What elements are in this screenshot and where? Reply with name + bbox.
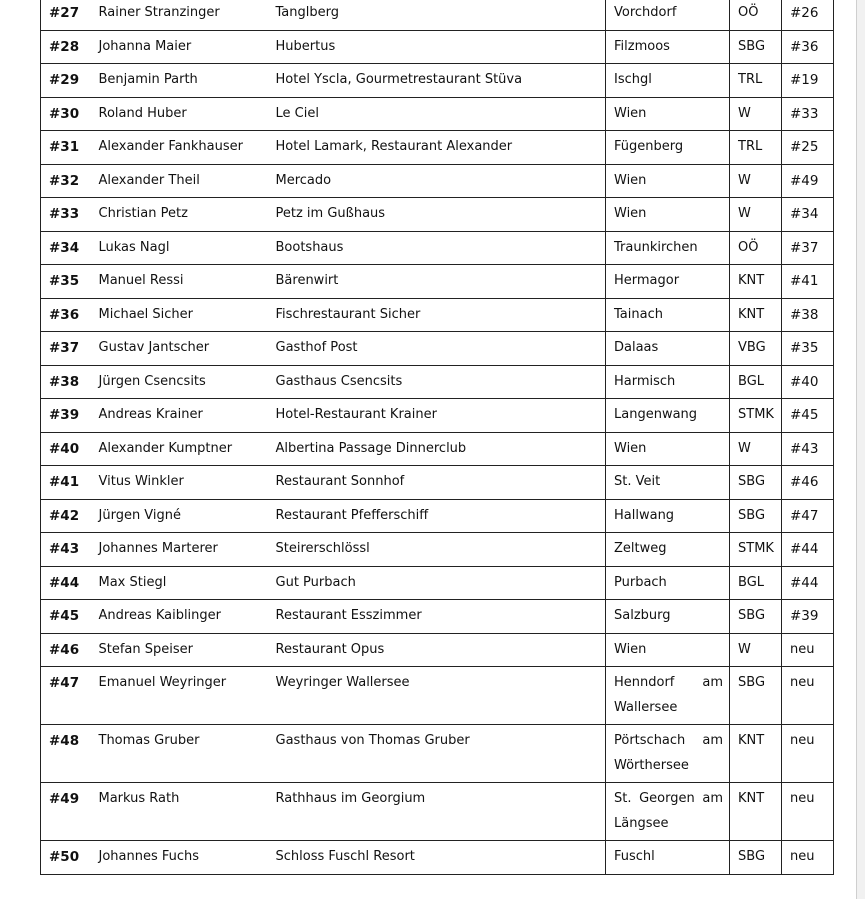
rank-cell: #47: [41, 667, 91, 725]
previous-rank-cell: #36: [782, 30, 834, 64]
previous-rank-cell: #47: [782, 499, 834, 533]
region-cell: VBG: [730, 332, 782, 366]
city-cell: Hermagor: [606, 265, 730, 299]
previous-rank-cell: #49: [782, 164, 834, 198]
city-cell: Wien: [606, 633, 730, 667]
previous-rank-cell: #41: [782, 265, 834, 299]
restaurant-cell: Petz im Gußhaus: [268, 198, 606, 232]
ranking-table: [40, 0, 834, 875]
restaurant-cell: Rathhaus im Georgium: [268, 783, 606, 841]
city-cell: Wien: [606, 164, 730, 198]
chef-cell: Lukas Nagl: [91, 231, 268, 265]
city-cell: Zeltweg: [606, 533, 730, 567]
rank-cell: #34: [41, 231, 91, 265]
region-cell: SBG: [730, 841, 782, 875]
previous-rank-cell: #44: [782, 533, 834, 567]
rank-cell: #32: [41, 164, 91, 198]
chef-cell: Andreas Krainer: [91, 399, 268, 433]
restaurant-cell: Hotel Yscla, Gourmetrestaurant Stüva: [268, 64, 606, 98]
rank-cell: #38: [41, 365, 91, 399]
chef-cell: Andreas Kaiblinger: [91, 600, 268, 634]
region-cell: KNT: [730, 725, 782, 783]
table-row: [41, 332, 834, 366]
rank-cell: #30: [41, 97, 91, 131]
city-cell: Harmisch: [606, 365, 730, 399]
previous-rank-cell: neu: [782, 841, 834, 875]
region-cell: BGL: [730, 566, 782, 600]
chef-cell: Manuel Ressi: [91, 265, 268, 299]
previous-rank-cell: #46: [782, 466, 834, 500]
chef-cell: Stefan Speiser: [91, 633, 268, 667]
region-cell: W: [730, 198, 782, 232]
previous-rank-cell: #40: [782, 365, 834, 399]
rank-cell: #50: [41, 841, 91, 875]
restaurant-cell: Hubertus: [268, 30, 606, 64]
restaurant-cell: Bärenwirt: [268, 265, 606, 299]
rank-cell: #33: [41, 198, 91, 232]
region-cell: SBG: [730, 600, 782, 634]
city-cell: Pörtschach am Wörthersee: [606, 725, 730, 783]
region-cell: OÖ: [730, 0, 782, 30]
rank-cell: #28: [41, 30, 91, 64]
table-row: [41, 783, 834, 841]
previous-rank-cell: #25: [782, 131, 834, 165]
previous-rank-cell: #19: [782, 64, 834, 98]
region-cell: KNT: [730, 783, 782, 841]
city-cell: Fuschl: [606, 841, 730, 875]
city-cell: St. Veit: [606, 466, 730, 500]
table-row: [41, 298, 834, 332]
previous-rank-cell: neu: [782, 633, 834, 667]
chef-cell: Markus Rath: [91, 783, 268, 841]
chef-cell: Johannes Marterer: [91, 533, 268, 567]
region-cell: KNT: [730, 298, 782, 332]
rank-cell: #41: [41, 466, 91, 500]
table-row: [41, 633, 834, 667]
rank-cell: #48: [41, 725, 91, 783]
rank-cell: #44: [41, 566, 91, 600]
table-row: [41, 566, 834, 600]
table-row: [41, 198, 834, 232]
restaurant-cell: Hotel Lamark, Restaurant Alexander: [268, 131, 606, 165]
previous-rank-cell: #45: [782, 399, 834, 433]
rank-cell: #42: [41, 499, 91, 533]
rank-cell: #46: [41, 633, 91, 667]
previous-rank-cell: #33: [782, 97, 834, 131]
city-cell: Wien: [606, 432, 730, 466]
city-cell: Dalaas: [606, 332, 730, 366]
table-row: [41, 667, 834, 725]
restaurant-cell: Restaurant Opus: [268, 633, 606, 667]
region-cell: TRL: [730, 64, 782, 98]
city-cell: Filzmoos: [606, 30, 730, 64]
city-cell: Ischgl: [606, 64, 730, 98]
rank-cell: #31: [41, 131, 91, 165]
restaurant-cell: Gasthof Post: [268, 332, 606, 366]
restaurant-cell: Restaurant Esszimmer: [268, 600, 606, 634]
city-cell: Langenwang: [606, 399, 730, 433]
chef-cell: Johanna Maier: [91, 30, 268, 64]
table-row: [41, 164, 834, 198]
chef-cell: Roland Huber: [91, 97, 268, 131]
table-row: [41, 499, 834, 533]
chef-cell: Gustav Jantscher: [91, 332, 268, 366]
rank-cell: #39: [41, 399, 91, 433]
chef-cell: Emanuel Weyringer: [91, 667, 268, 725]
restaurant-cell: Gasthaus von Thomas Gruber: [268, 725, 606, 783]
city-cell: Salzburg: [606, 600, 730, 634]
previous-rank-cell: #39: [782, 600, 834, 634]
previous-rank-cell: #35: [782, 332, 834, 366]
table-row: [41, 466, 834, 500]
table-row: [41, 399, 834, 433]
region-cell: OÖ: [730, 231, 782, 265]
city-cell: St. Georgen am Längsee: [606, 783, 730, 841]
table-row: [41, 365, 834, 399]
previous-rank-cell: #38: [782, 298, 834, 332]
region-cell: SBG: [730, 667, 782, 725]
city-cell: Fügenberg: [606, 131, 730, 165]
previous-rank-cell: #43: [782, 432, 834, 466]
chef-cell: Thomas Gruber: [91, 725, 268, 783]
rank-cell: #36: [41, 298, 91, 332]
city-cell: Wien: [606, 198, 730, 232]
chef-cell: Benjamin Parth: [91, 64, 268, 98]
table-row: [41, 533, 834, 567]
city-cell: Traunkirchen: [606, 231, 730, 265]
chef-cell: Vitus Winkler: [91, 466, 268, 500]
chef-cell: Michael Sicher: [91, 298, 268, 332]
region-cell: STMK: [730, 399, 782, 433]
table-row: [41, 231, 834, 265]
region-cell: TRL: [730, 131, 782, 165]
chef-cell: Alexander Fankhauser: [91, 131, 268, 165]
city-cell: Purbach: [606, 566, 730, 600]
region-cell: W: [730, 164, 782, 198]
restaurant-cell: Gasthaus Csencsits: [268, 365, 606, 399]
region-cell: W: [730, 633, 782, 667]
previous-rank-cell: #37: [782, 231, 834, 265]
chef-cell: Rainer Stranzinger: [91, 0, 268, 30]
previous-rank-cell: #26: [782, 0, 834, 30]
city-cell: Vorchdorf: [606, 0, 730, 30]
restaurant-cell: Mercado: [268, 164, 606, 198]
region-cell: BGL: [730, 365, 782, 399]
previous-rank-cell: neu: [782, 725, 834, 783]
rank-cell: #27: [41, 0, 91, 30]
rank-cell: #35: [41, 265, 91, 299]
scrollbar[interactable]: [856, 0, 865, 899]
chef-cell: Alexander Theil: [91, 164, 268, 198]
chef-cell: Alexander Kumptner: [91, 432, 268, 466]
table-row: [41, 600, 834, 634]
table-row: [41, 131, 834, 165]
rank-cell: #29: [41, 64, 91, 98]
region-cell: SBG: [730, 30, 782, 64]
table-row: [41, 725, 834, 783]
restaurant-cell: Tanglberg: [268, 0, 606, 30]
rank-cell: #40: [41, 432, 91, 466]
table-row: [41, 265, 834, 299]
previous-rank-cell: neu: [782, 783, 834, 841]
rank-cell: #37: [41, 332, 91, 366]
restaurant-cell: Restaurant Sonnhof: [268, 466, 606, 500]
chef-cell: Johannes Fuchs: [91, 841, 268, 875]
restaurant-cell: Bootshaus: [268, 231, 606, 265]
region-cell: SBG: [730, 466, 782, 500]
restaurant-cell: Weyringer Wallersee: [268, 667, 606, 725]
restaurant-cell: Steirerschlössl: [268, 533, 606, 567]
chef-cell: Jürgen Csencsits: [91, 365, 268, 399]
restaurant-cell: Le Ciel: [268, 97, 606, 131]
region-cell: SBG: [730, 499, 782, 533]
restaurant-cell: Schloss Fuschl Resort: [268, 841, 606, 875]
ranking-table-body: [41, 0, 834, 874]
table-row: [41, 432, 834, 466]
region-cell: W: [730, 97, 782, 131]
city-cell: Henndorf am Wallersee: [606, 667, 730, 725]
rank-cell: #49: [41, 783, 91, 841]
restaurant-cell: Albertina Passage Dinnerclub: [268, 432, 606, 466]
chef-cell: Christian Petz: [91, 198, 268, 232]
city-cell: Tainach: [606, 298, 730, 332]
table-row: [41, 841, 834, 875]
table-row: [41, 64, 834, 98]
city-cell: Wien: [606, 97, 730, 131]
city-cell: Hallwang: [606, 499, 730, 533]
region-cell: STMK: [730, 533, 782, 567]
region-cell: W: [730, 432, 782, 466]
previous-rank-cell: neu: [782, 667, 834, 725]
restaurant-cell: Restaurant Pfefferschiff: [268, 499, 606, 533]
table-row: [41, 97, 834, 131]
restaurant-cell: Gut Purbach: [268, 566, 606, 600]
restaurant-cell: Hotel-Restaurant Krainer: [268, 399, 606, 433]
previous-rank-cell: #34: [782, 198, 834, 232]
previous-rank-cell: #44: [782, 566, 834, 600]
restaurant-cell: Fischrestaurant Sicher: [268, 298, 606, 332]
rank-cell: #43: [41, 533, 91, 567]
table-row: [41, 30, 834, 64]
rank-cell: #45: [41, 600, 91, 634]
region-cell: KNT: [730, 265, 782, 299]
table-row: [41, 0, 834, 30]
chef-cell: Max Stiegl: [91, 566, 268, 600]
chef-cell: Jürgen Vigné: [91, 499, 268, 533]
